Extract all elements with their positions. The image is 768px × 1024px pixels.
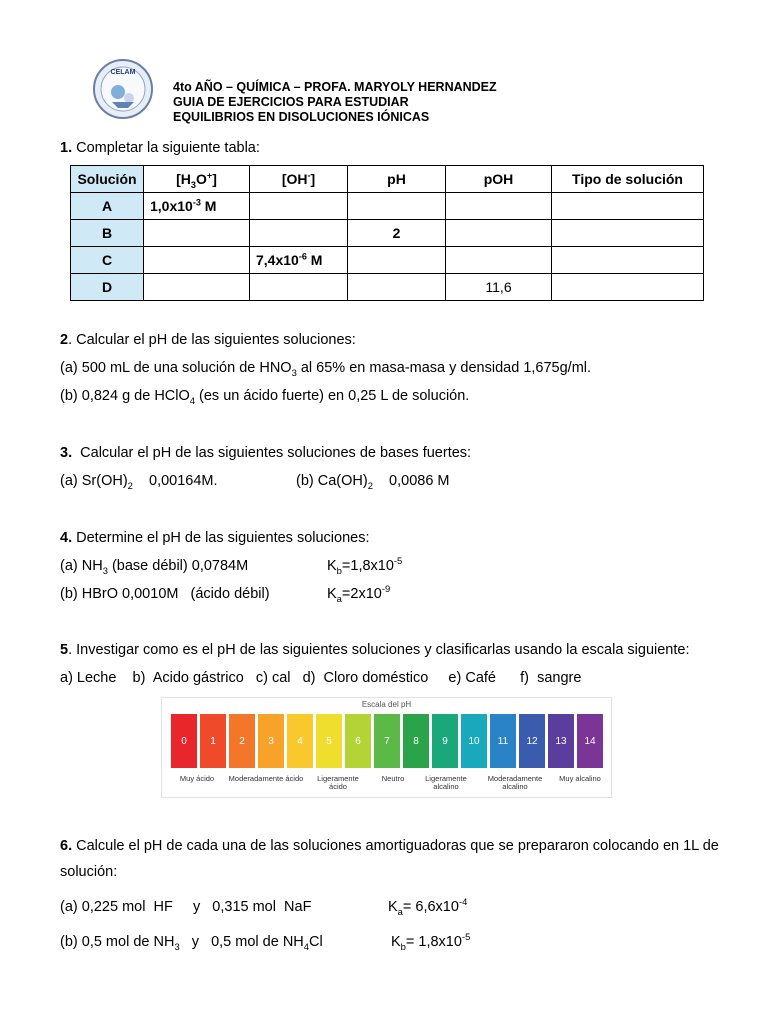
cell-h3o: $1,0x10^{-3}$ M (144, 193, 250, 220)
table-row (71, 274, 704, 301)
cell-poh (446, 193, 552, 220)
cell-oh (250, 193, 348, 220)
question-6 (60, 838, 719, 854)
cell-ph (348, 193, 446, 220)
header-line-3: EQUILIBRIOS EN DISOLUCIONES IÓNICAS (173, 110, 430, 124)
table-row (71, 193, 704, 220)
question-4-number: 4. (60, 530, 73, 546)
cell-tipo (552, 247, 704, 274)
ph-scale-box-5: 5 (316, 714, 342, 768)
document-header (173, 80, 497, 125)
question-6-b-constant: $K_b= 1,8x10^{-5}$ (391, 931, 471, 952)
question-2-text: . Calcular el pH de las siguientes soluciones: (68, 332, 356, 348)
question-5-items: a) Leche b) Acido gástrico c) cal d) Cloro doméstico e) Café f) sangre (60, 670, 582, 686)
ph-scale-box-3: 3 (258, 714, 284, 768)
table-row (71, 247, 704, 274)
school-logo (92, 58, 154, 120)
cell-tipo (552, 274, 704, 301)
ph-scale-box-12: 12 (519, 714, 545, 768)
question-2-b: (b) 0,824 g de HClO$_4$ (es un ácido fuerte) en 0,25 L de solución. (60, 388, 470, 406)
cell-oh (250, 274, 348, 301)
cell-poh (446, 247, 552, 274)
cell-h3o (144, 220, 250, 247)
question-6-text: Calcule el pH de cada una de las soluciones amortiguadoras que se prepararon colocando en 1L de (76, 838, 719, 854)
cell-tipo (552, 193, 704, 220)
ph-scale-box-13: 13 (548, 714, 574, 768)
ph-category-label: Ligeramente alcalino (425, 774, 467, 791)
question-2 (60, 332, 356, 348)
ph-scale-box-0: 0 (171, 714, 197, 768)
ph-scale-box-7: 7 (374, 714, 400, 768)
table-row (71, 220, 704, 247)
ph-scale-box-1: 1 (200, 714, 226, 768)
question-5-number: 5 (60, 642, 69, 658)
question-3-number: 3. (60, 445, 73, 461)
question-6-a-constant: $K_a= 6,6x10^{-4}$ (388, 896, 468, 917)
ph-scale-box-2: 2 (229, 714, 255, 768)
question-5 (60, 642, 690, 658)
row-label: A (71, 193, 144, 220)
question-3 (60, 445, 471, 461)
ph-scale-box-4: 4 (287, 714, 313, 768)
cell-ph: 2 (348, 220, 446, 247)
col-header-oh: [OH-] (250, 166, 348, 193)
question-3-b: (b) $Ca(OH)_2$ 0,0086 M (296, 473, 450, 491)
svg-text:CELAM: CELAM (110, 69, 136, 76)
question-6-text-continued: solución: (60, 864, 118, 880)
cell-oh (250, 220, 348, 247)
ph-category-label: Ligeramente ácido (317, 774, 359, 791)
ph-category-label: Moderadamente ácido (228, 774, 304, 783)
ph-category-label: Muy alcalino (559, 774, 601, 783)
ph-category-label: Moderadamente alcalino (487, 774, 543, 791)
question-6-b: (b) 0,5 mol de $NH_3$ y 0,5 mol de $NH_4Cl$ (60, 934, 323, 952)
cell-h3o (144, 274, 250, 301)
header-line-1: 4to AÑO – QUÍMICA – PROFA. MARYOLY HERNANDEZ (173, 80, 497, 94)
col-header-tipo: Tipo de solución (552, 166, 704, 193)
question-1 (60, 140, 260, 156)
question-1-text: Completar la siguiente tabla: (76, 140, 260, 156)
table-header-row (71, 166, 704, 193)
ph-scale-box-10: 10 (461, 714, 487, 768)
question-2-number: 2 (60, 332, 69, 348)
ph-scale-box-8: 8 (403, 714, 429, 768)
col-header-poh: pOH (446, 166, 552, 193)
ph-category-label: Neutro (381, 774, 405, 783)
cell-poh: 11,6 (446, 274, 552, 301)
ph-scale-boxes (171, 714, 603, 768)
ph-scale-box-6: 6 (345, 714, 371, 768)
question-4-text: Determine el pH de las siguientes soluciones: (76, 530, 370, 546)
ph-scale-box-14: 14 (577, 714, 603, 768)
question-4 (60, 530, 370, 546)
question-4-b: (b) HBrO 0,0010M (ácido débil) (60, 586, 270, 602)
ph-category-label: Muy ácido (179, 774, 215, 783)
question-4-b-constant: $K_a=2x10^{-9}$ (327, 583, 391, 604)
col-header-h3o: $[H_3O^+]$ (144, 166, 250, 193)
row-label: D (71, 274, 144, 301)
ph-scale-title: Escala del pH (361, 700, 412, 709)
cell-oh: $7,4x10^{-6}$ M (250, 247, 348, 274)
row-label: C (71, 247, 144, 274)
ph-scale-categories (171, 775, 605, 795)
col-header-ph: pH (348, 166, 446, 193)
row-label: B (71, 220, 144, 247)
cell-ph (348, 247, 446, 274)
question-6-number: 6. (60, 838, 73, 854)
question-3-text: Calcular el pH de las siguientes soluciones de bases fuertes: (80, 445, 472, 461)
ph-scale-box-11: 11 (490, 714, 516, 768)
question-2-a: (a) 500 mL de una solución de $HNO_3$ al 65% en masa-masa y densidad 1,675g/ml. (60, 360, 592, 378)
cell-h3o (144, 247, 250, 274)
question-5-text: . Investigar como es el pH de las siguientes soluciones y clasificarlas usando la escala siguiente: (68, 642, 690, 658)
col-header-solucion: Solución (71, 166, 144, 193)
question-1-number: 1. (60, 140, 73, 156)
completion-table (70, 165, 704, 301)
cell-tipo (552, 220, 704, 247)
ph-scale-figure (161, 697, 612, 798)
question-3-a: (a) $Sr(OH)_2$ 0,00164M. (60, 473, 218, 491)
cell-ph (348, 274, 446, 301)
question-4-a: (a) $NH_3$ (base débil) 0,0784M (60, 558, 249, 576)
question-4-a-constant: $K_b=1,8x10^{-5}$ (327, 555, 403, 576)
cell-poh (446, 220, 552, 247)
header-line-2: GUIA DE EJERCICIOS PARA ESTUDIAR (173, 95, 409, 109)
question-6-a: (a) 0,225 mol HF y 0,315 mol NaF (60, 899, 312, 915)
ph-scale-box-9: 9 (432, 714, 458, 768)
